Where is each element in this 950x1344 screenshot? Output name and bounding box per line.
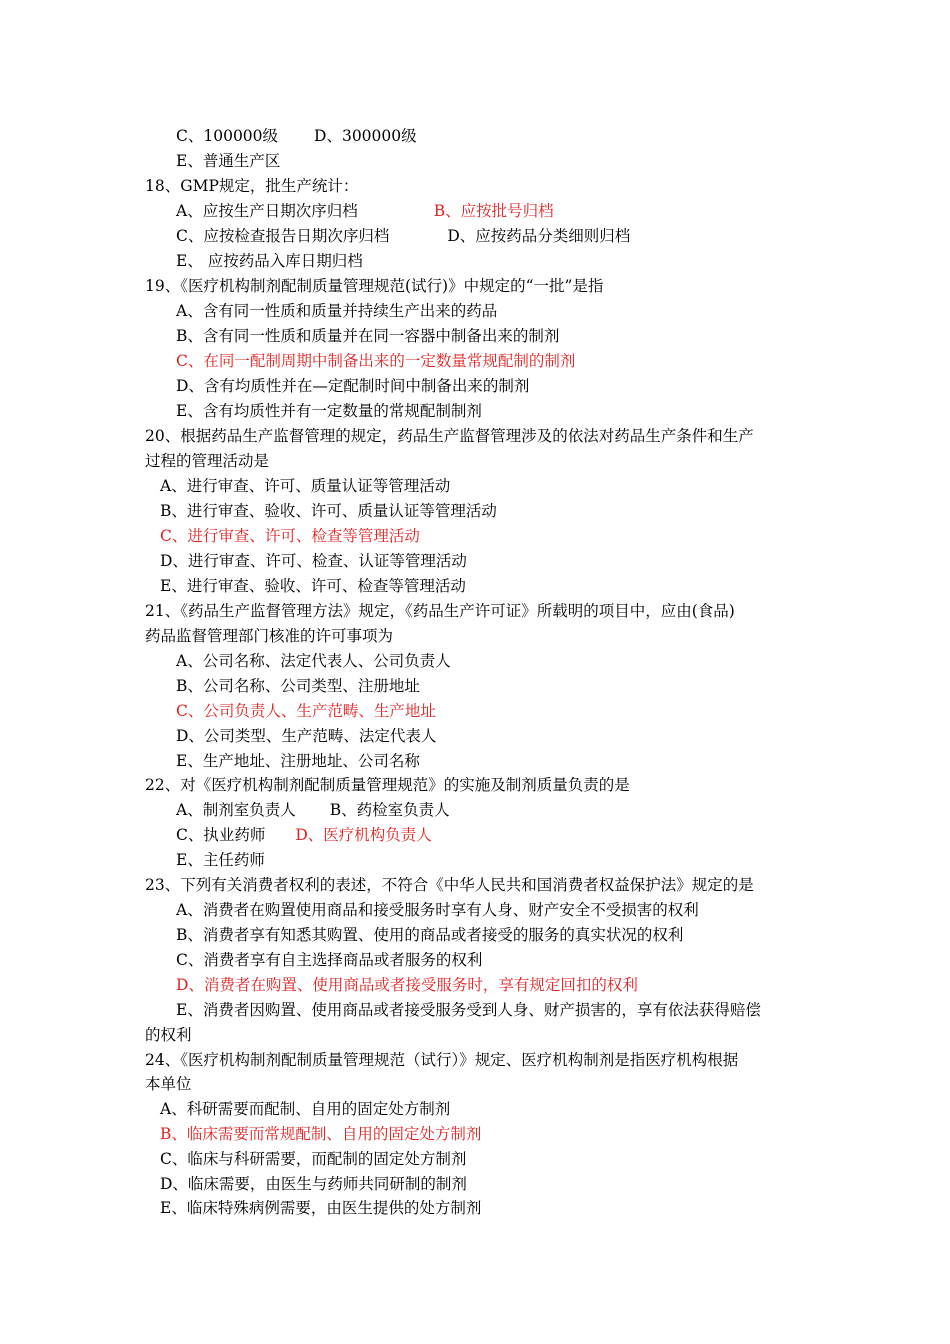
option-b: B、药检室负责人 bbox=[329, 801, 450, 819]
option-d: D、含有均质性并在—定配制时间中制备出来的制剂 bbox=[176, 377, 530, 395]
option-d: D、300000级 bbox=[314, 127, 417, 145]
option-e: E、生产地址、注册地址、公司名称 bbox=[176, 752, 420, 770]
question-24-continued: 本单位 bbox=[145, 1075, 192, 1093]
option-a: A、科研需要而配制、自用的固定处方制剂 bbox=[160, 1100, 451, 1118]
question-21: 21、《药品生产监督管理方法》规定，《药品生产许可证》所载明的项目中，应由(食品) bbox=[145, 602, 735, 620]
answer-option-b: B、临床需要而常规配制、自用的固定处方制剂 bbox=[160, 1125, 482, 1143]
option-a: A、进行审查、许可、质量认证等管理活动 bbox=[160, 477, 451, 495]
option-a: A、含有同一性质和质量并持续生产出来的药品 bbox=[176, 302, 498, 320]
option-d: D、进行审查、许可、检查、认证等管理活动 bbox=[160, 552, 467, 570]
option-b: B、公司名称、公司类型、注册地址 bbox=[176, 677, 420, 695]
option-e: E、消费者因购置、使用商品或者接受服务受到人身、财产损害的，享有依法获得赔偿 bbox=[176, 1001, 761, 1019]
option-c: C、100000级 bbox=[176, 127, 279, 145]
question-18: 18、GMP规定，批生产统计： bbox=[145, 177, 359, 195]
question-21-continued: 药品监督管理部门核准的许可事项为 bbox=[145, 627, 394, 645]
answer-option-d: D、医疗机构负责人 bbox=[295, 826, 432, 844]
question-20: 20、根据药品生产监督管理的规定，药品生产监督管理涉及的依法对药品生产条件和生产 bbox=[145, 427, 754, 445]
question-23: 23、下列有关消费者权利的表述，不符合《中华人民共和国消费者权益保护法》规定的是 bbox=[145, 876, 754, 894]
option-b: B、进行审查、验收、许可、质量认证等管理活动 bbox=[160, 502, 497, 520]
option-e: E、临床特殊病例需要，由医生提供的处方制剂 bbox=[160, 1199, 482, 1217]
option-line bbox=[176, 126, 417, 146]
option-e: E、进行审查、验收、许可、检查等管理活动 bbox=[160, 577, 466, 595]
answer-option-d: D、消费者在购置、使用商品或者接受服务时，享有规定回扣的权利 bbox=[176, 976, 638, 994]
option-line bbox=[176, 226, 630, 246]
option-a: A、公司名称、法定代表人、公司负责人 bbox=[176, 652, 451, 670]
question-24: 24、《医疗机构制剂配制质量管理规范（试行）》规定、医疗机构制剂是指医疗机构根据 bbox=[145, 1051, 739, 1069]
option-line bbox=[176, 825, 432, 845]
answer-option-c: C、在同一配制周期中制备出来的一定数量常规配制的制剂 bbox=[176, 352, 576, 370]
option-d: D、公司类型、生产范畴、法定代表人 bbox=[176, 727, 437, 745]
option-c: C、应按检查报告日期次序归档 bbox=[176, 227, 390, 245]
question-22: 22、对《医疗机构制剂配制质量管理规范》的实施及制剂质量负责的是 bbox=[145, 776, 630, 794]
option-e: E、 应按药品入库日期归档 bbox=[176, 252, 363, 270]
option-c: C、临床与科研需要，而配制的固定处方制剂 bbox=[160, 1150, 467, 1168]
question-20-continued: 过程的管理活动是 bbox=[145, 452, 270, 470]
option-d: D、临床需要，由医生与药师共同研制的制剂 bbox=[160, 1175, 467, 1193]
option-line bbox=[176, 201, 554, 221]
answer-option-b: B、应按批号归档 bbox=[433, 202, 554, 220]
option-b: B、含有同一性质和质量并在同一容器中制备出来的制剂 bbox=[176, 327, 560, 345]
option-a: A、消费者在购置使用商品和接受服务时享有人身、财产安全不受损害的权利 bbox=[176, 901, 699, 919]
answer-option-c: C、进行审查、许可、检查等管理活动 bbox=[160, 527, 420, 545]
option-b: B、消费者享有知悉其购置、使用的商品或者接受的服务的真实状况的权利 bbox=[176, 926, 684, 944]
option-a: A、制剂室负责人 bbox=[176, 801, 296, 819]
question-19: 19、《医疗机构制剂配制质量管理规范(试行)》中规定的“一批”是指 bbox=[145, 277, 604, 295]
answer-option-c: C、公司负责人、生产范畴、生产地址 bbox=[176, 702, 436, 720]
option-d: D、应按药品分类细则归档 bbox=[447, 227, 631, 245]
option-e-continued: 的权利 bbox=[145, 1026, 192, 1044]
option-a: A、应按生产日期次序归档 bbox=[176, 202, 358, 220]
option-c: C、消费者享有自主选择商品或者服务的权利 bbox=[176, 951, 483, 969]
option-e: E、含有均质性并有一定数量的常规配制制剂 bbox=[176, 402, 482, 420]
option-e: E、普通生产区 bbox=[176, 152, 281, 170]
option-line bbox=[176, 800, 450, 820]
option-e: E、主任药师 bbox=[176, 851, 265, 869]
option-c: C、执业药师 bbox=[176, 826, 266, 844]
